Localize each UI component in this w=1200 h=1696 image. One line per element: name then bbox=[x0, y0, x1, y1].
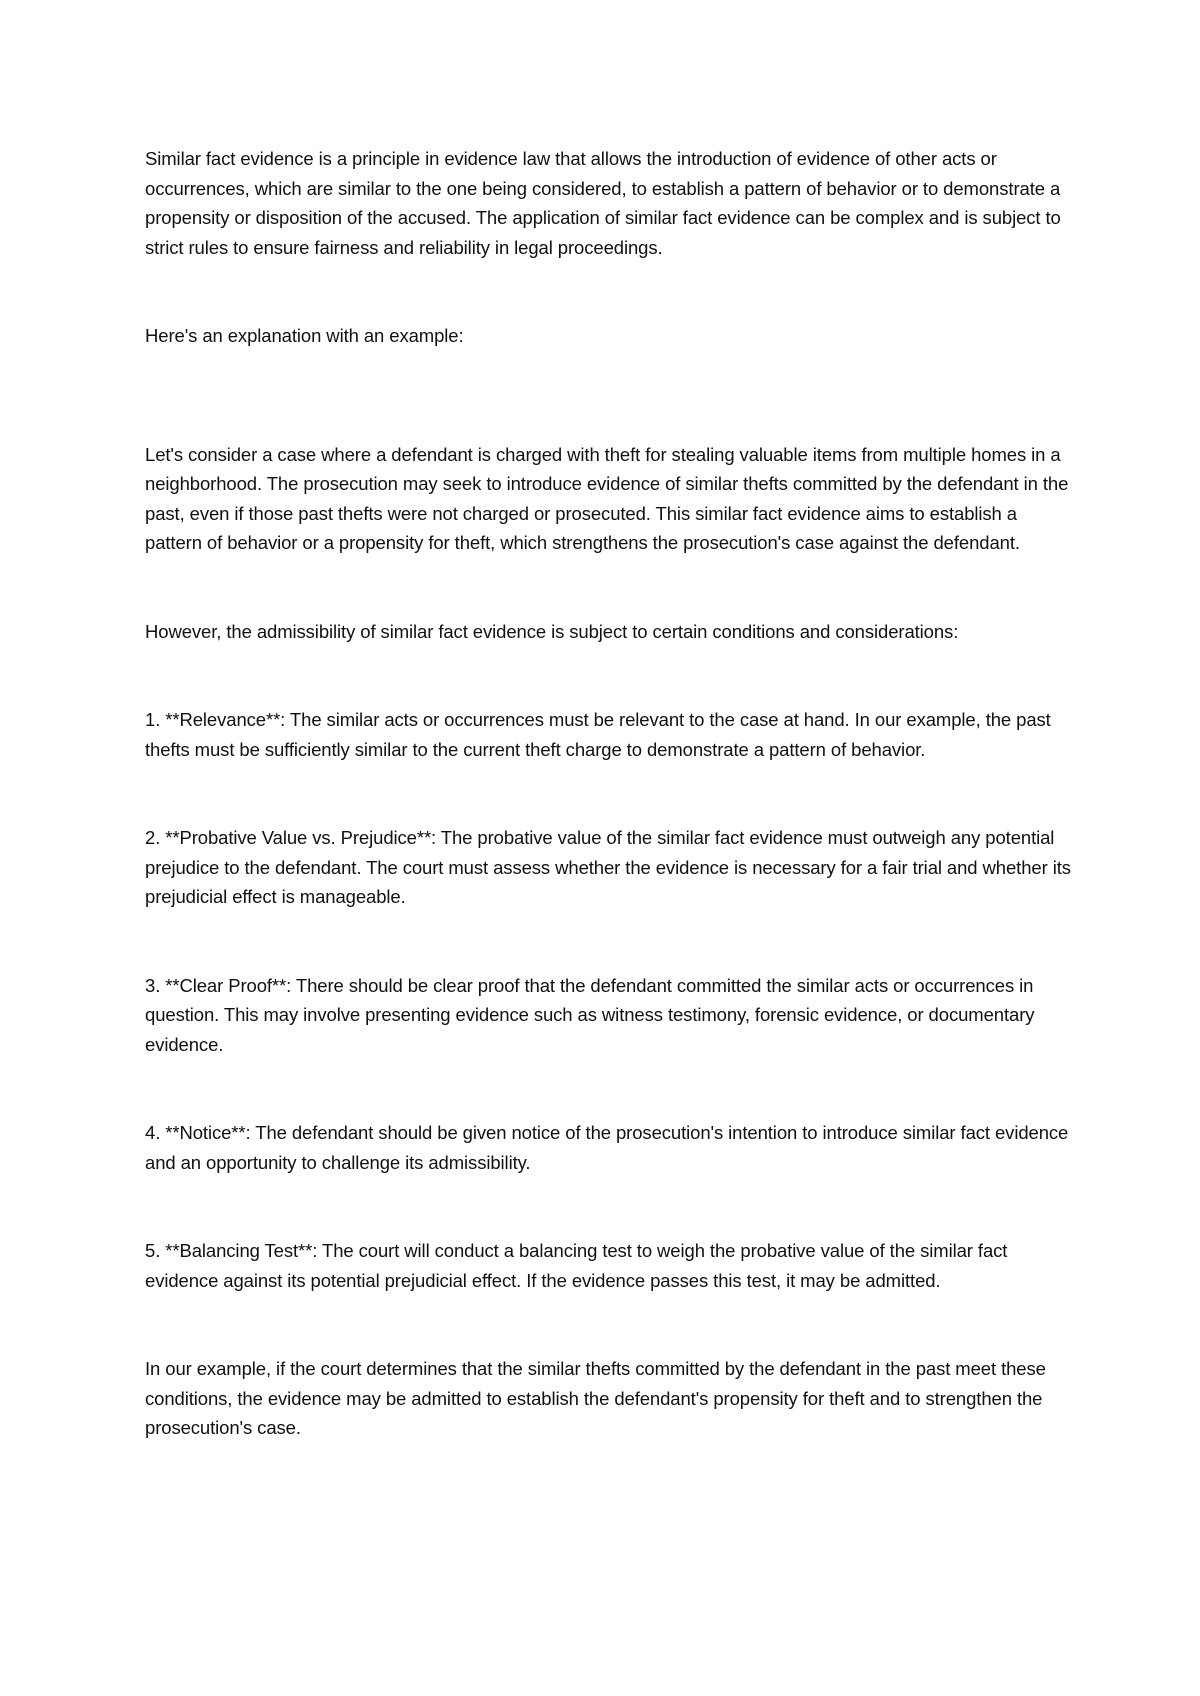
conditions-intro-paragraph: However, the admissibility of similar fact evidence is subject to certain conditions and considerations: bbox=[145, 620, 959, 642]
document-page bbox=[145, 144, 1075, 1443]
lead-in-paragraph: Here's an explanation with an example: bbox=[145, 325, 464, 346]
list-item-notice: 4. **Notice**: The defendant should be given notice of the prosecution's intention to introduce similar fact evidence and an opportunity to challenge its admissibility. bbox=[145, 1122, 1069, 1173]
conclusion-paragraph: In our example, if the court determines that the similar thefts committed by the defendant in the past meet these conditions, the evidence may be admitted to establish the defendant's propensity for theft and to strengthen the prosecution's case. bbox=[145, 1358, 1046, 1438]
list-item-relevance: 1. **Relevance**: The similar acts or occurrences must be relevant to the case at hand. In our example, the past thefts must be sufficiently similar to the current theft charge to demonstrate a pattern of behavior. bbox=[145, 709, 1051, 760]
list-item-balancing-test: 5. **Balancing Test**: The court will conduct a balancing test to weigh the probative value of the similar fact evidence against its potential prejudicial effect. If the evidence passes this test, it may be admitted. bbox=[145, 1240, 1008, 1291]
list-item-probative-value: 2. **Probative Value vs. Prejudice**: The probative value of the similar fact evidence must outweigh any potential prejudice to the defendant. The court must assess whether the evidence is necessary for a fair trial and whether its prejudicial effect is manageable. bbox=[145, 827, 1071, 907]
example-paragraph: Let's consider a case where a defendant is charged with theft for stealing valuable items from multiple homes in a neighborhood. The prosecution may seek to introduce evidence of similar thefts committed by the defendant in the past, even if those past thefts were not charged or prosecuted. This similar fact evidence aims to establish a pattern of behavior or a propensity for theft, which strengthens the prosecution's case against the defendant. bbox=[145, 443, 1069, 553]
intro-paragraph: Similar fact evidence is a principle in evidence law that allows the introduction of evidence of other acts or occurrences, which are similar to the one being considered, to establish a pattern of behavior or to demonstrate a propensity or disposition of the accused. The application of similar fact evidence can be complex and is subject to strict rules to ensure fairness and reliability in legal proceedings. bbox=[145, 148, 1061, 258]
list-item-clear-proof: 3. **Clear Proof**: There should be clear proof that the defendant committed the similar acts or occurrences in question. This may involve presenting evidence such as witness testimony, forensic evidence, or documentary evidence. bbox=[145, 974, 1035, 1055]
